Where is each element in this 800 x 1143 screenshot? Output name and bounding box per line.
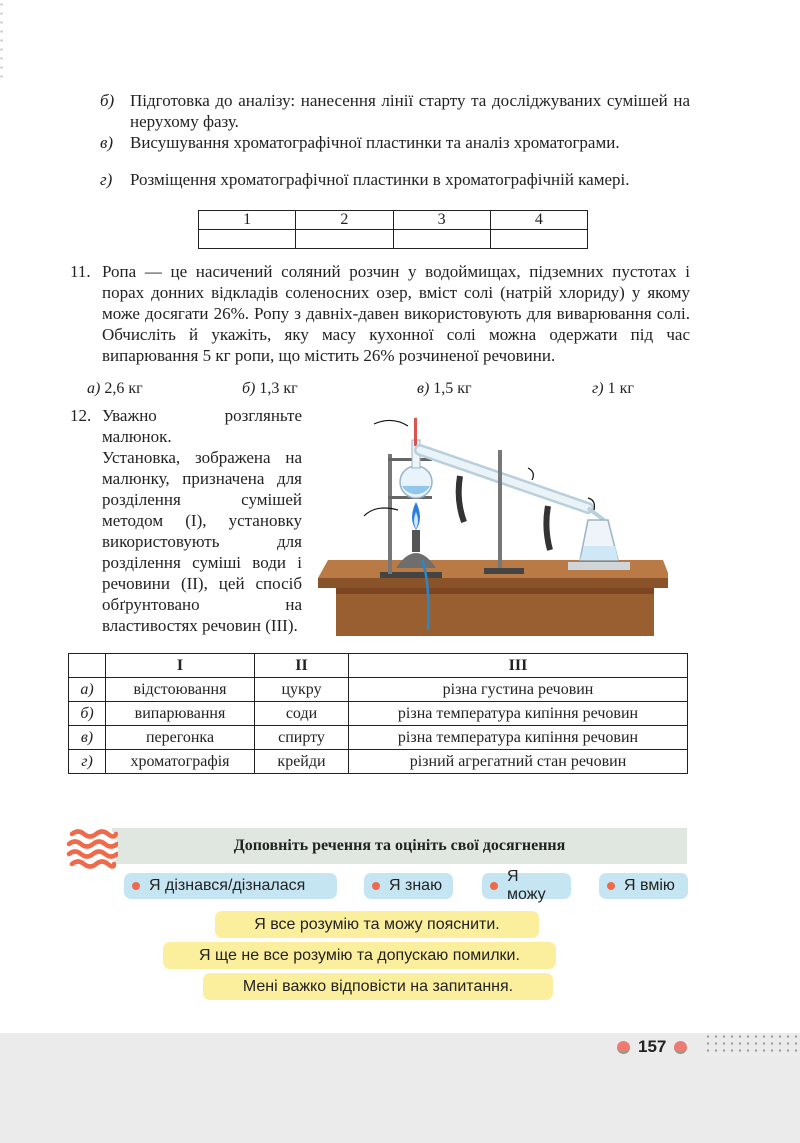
page-dot-icon	[617, 1041, 630, 1054]
row-label: б)	[69, 702, 106, 726]
chip-label: Я вмію	[624, 877, 675, 894]
statement-partial[interactable]	[163, 942, 556, 969]
row-label: г)	[69, 750, 106, 774]
chip-know[interactable]	[364, 873, 453, 899]
answer-label: г)	[592, 380, 604, 397]
answer-label: в)	[417, 380, 430, 397]
bullet-icon	[607, 882, 615, 890]
chip-able[interactable]	[599, 873, 688, 899]
statement-text: Мені важко відповісти на запитання.	[242, 977, 514, 995]
answer-grid-header: 2	[296, 211, 393, 230]
option-h	[100, 169, 690, 190]
answer-label: б)	[242, 380, 256, 397]
table-header-empty	[69, 654, 106, 678]
q12-answer-table	[68, 653, 688, 774]
burner	[412, 530, 420, 552]
answer-label: а)	[87, 380, 101, 397]
question-number: 11.	[70, 262, 91, 281]
cell-property: різна густина речовин	[349, 678, 688, 702]
chip-learned[interactable]	[124, 873, 337, 899]
answer-a[interactable]	[87, 380, 143, 398]
cell-method: хроматографія	[106, 750, 255, 774]
reflection-banner	[112, 828, 687, 864]
thermometer	[414, 418, 417, 446]
stand-rod-left	[388, 454, 392, 574]
statement-difficult[interactable]	[203, 973, 553, 1000]
chip-label: Я знаю	[389, 877, 443, 894]
table-row[interactable]	[69, 726, 688, 750]
bench-edge	[318, 578, 668, 588]
chip-label: Я можу	[507, 868, 546, 903]
option-label: в)	[100, 133, 114, 152]
distillation-apparatus-illustration	[318, 410, 668, 645]
cell-method: відстоювання	[106, 678, 255, 702]
answer-grid-header: 4	[490, 211, 587, 230]
cell-substance: цукру	[255, 678, 349, 702]
table-row[interactable]	[69, 678, 688, 702]
decorative-dots	[704, 1033, 800, 1055]
option-text: Розміщення хроматографічної пластинки в хроматографічній камері.	[130, 170, 630, 189]
question-text: Ропа — це насичений соляний розчин у водоймищах, підземних пустотах і порах донних відкладів соленосних озер, вміст солі (натрій хлориду) у якому може досягати 26%. Ропу з давніх-давен використовують для виварювання солі. Обчисліть й укажіть, яку масу кухонної солі можна одержати під час випарювання 5 кг ропи, що містить 26% розчиненої речовини.	[102, 262, 690, 365]
answer-cell[interactable]	[199, 230, 296, 249]
question-text: Установка, зображена на малюнку, призначена для розділення сумішей методом (I), установку використовують для розділення суміші води і речовини (II), цей спосіб обґрунтовано на властивостях речовин (III).	[102, 448, 302, 635]
question-number: 12.	[70, 406, 92, 425]
stand-rod-middle	[498, 450, 502, 570]
bench-body	[336, 588, 654, 636]
answer-cell[interactable]	[393, 230, 490, 249]
chip-label: Я дізнався/дізналася	[149, 877, 306, 894]
table-header: II	[255, 654, 349, 678]
table-header: III	[349, 654, 688, 678]
option-b	[100, 90, 690, 132]
option-v	[100, 132, 690, 153]
decorative-dots	[0, 0, 3, 80]
cell-substance: спирту	[255, 726, 349, 750]
question-11	[70, 261, 690, 366]
table-row[interactable]	[69, 702, 688, 726]
answer-cell[interactable]	[296, 230, 393, 249]
statement-text: Я все розумію та можу пояснити.	[254, 915, 500, 933]
answer-value: 1,3 кг	[259, 380, 298, 397]
page-dot-icon	[674, 1041, 687, 1054]
cell-property: різний агрегатний стан речовин	[349, 750, 688, 774]
chip-can[interactable]	[482, 868, 571, 903]
answer-grid	[198, 210, 588, 249]
answer-v[interactable]	[417, 380, 472, 398]
row-label: в)	[69, 726, 106, 750]
option-label: б)	[100, 91, 115, 110]
cell-method: випарювання	[106, 702, 255, 726]
burner-base	[396, 553, 436, 568]
option-text: Висушування хроматографічної пластинки та аналіз хроматограми.	[130, 133, 620, 152]
answer-value: 2,6 кг	[104, 380, 143, 397]
cell-substance: крейди	[255, 750, 349, 774]
page-number-text: 157	[638, 1037, 667, 1056]
reflection-title: Доповніть речення та оцініть свої досягнення	[233, 837, 566, 854]
cell-method: перегонка	[106, 726, 255, 750]
answer-h[interactable]	[592, 380, 634, 398]
wave-icon	[66, 822, 118, 874]
answer-grid-header: 3	[393, 211, 490, 230]
row-label: а)	[69, 678, 106, 702]
answer-grid-header: 1	[199, 211, 296, 230]
bullet-icon	[490, 882, 498, 890]
bullet-icon	[372, 882, 380, 890]
bullet-icon	[132, 882, 140, 890]
answer-cell[interactable]	[490, 230, 587, 249]
answer-value: 1 кг	[607, 380, 634, 397]
question-12	[70, 405, 302, 636]
answer-b[interactable]	[242, 380, 298, 398]
cell-substance: соди	[255, 702, 349, 726]
cell-property: різна температура кипіння речовин	[349, 702, 688, 726]
cell-property: різна температура кипіння речовин	[349, 726, 688, 750]
option-label: г)	[100, 170, 113, 189]
statement-understand-all[interactable]	[215, 911, 539, 938]
question-intro: Уважно розгляньте малюнок.	[102, 406, 302, 446]
table-header: I	[106, 654, 255, 678]
statement-text: Я ще не все розумію та допускаю помилки.	[199, 946, 520, 964]
option-text: Підготовка до аналізу: нанесення лінії старту та досліджуваних сумішей на нерухому фазу.	[130, 91, 690, 131]
page-number	[617, 1036, 687, 1058]
table-row[interactable]	[69, 750, 688, 774]
answer-value: 1,5 кг	[433, 380, 472, 397]
